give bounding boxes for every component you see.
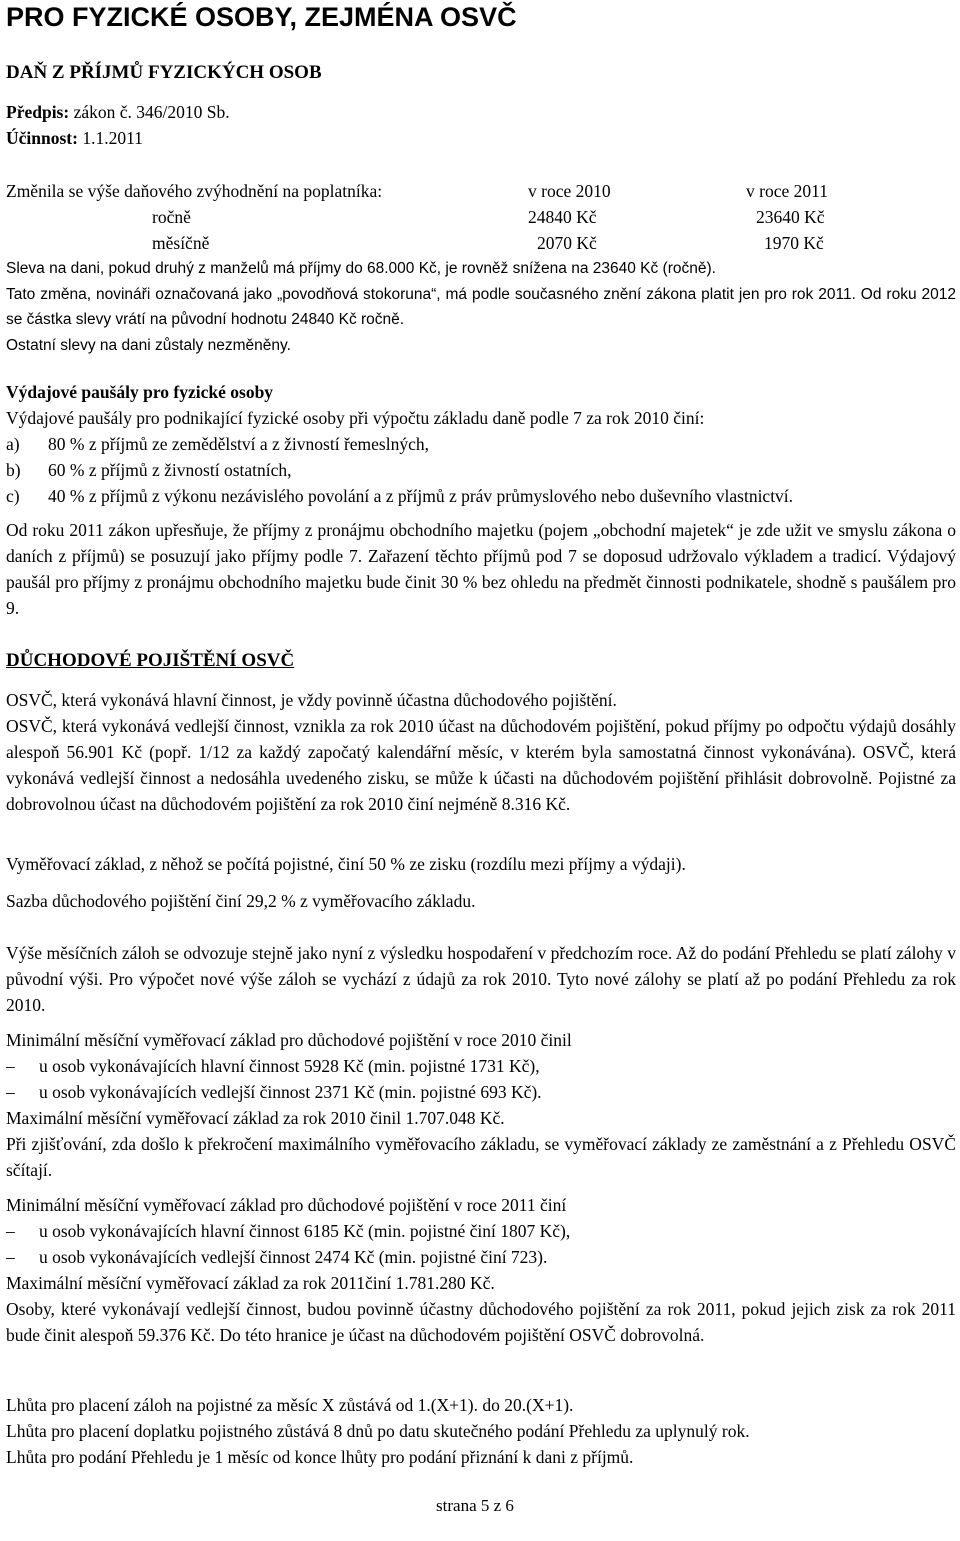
min2011-intro: Minimální měsíční vyměřovací základ pro důchodové pojištění v roce 2011 činí bbox=[6, 1195, 567, 1215]
duchod-p2: OSVČ, která vykonává vedlejší činnost, vznikla za rok 2010 účast na důchodovém pojištění, pokud příjmy po odpočtu výdajů dosáhly alespoň 56.901 Kč (popř. 1/12 za každý započatý kalendářní měsíc, v kterém byla samostatná činnost vykonávána). OSVČ, která vykonává vedlejší činnost a nedosáhla uvedeného zisku, se může k účasti na důchodovém pojištění přihlásit dobrovolně. Pojistné za dobrovolnou účast na důchodovém pojištění za rok 2010 činí nejméně 8.316 Kč. bbox=[6, 716, 956, 814]
ucinnost-value: 1.1.2011 bbox=[77, 128, 143, 148]
pausaly-item-b-marker: b) bbox=[6, 460, 21, 480]
lhuta-prehled-line: Lhůta pro podání Přehledu je 1 měsíc od konce lhůty pro podání přiznání k dani z příjmů. bbox=[6, 1447, 634, 1467]
duchod-section-heading: DŮCHODOVÉ POJIŠTĚNÍ OSVČ bbox=[6, 650, 295, 671]
ucinnost-line bbox=[6, 125, 143, 151]
max2011-line: Maximální měsíční vyměřovací základ za rok 2011činí 1.781.280 Kč. bbox=[6, 1273, 495, 1293]
min2010-item-vedlejsi: u osob vykonávajících vedlejší činnost 2371 Kč (min. pojistné 693 Kč). bbox=[39, 1082, 542, 1102]
row-rocne-2011: 23640 Kč bbox=[756, 207, 825, 227]
pausaly-heading: Výdajové paušály pro fyzické osoby bbox=[6, 382, 274, 402]
lhuta-zalohy-line: Lhůta pro placení záloh na pojistné za měsíc X zůstává od 1.(X+1). do 20.(X+1). bbox=[6, 1395, 574, 1415]
ucinnost-label: Účinnost: bbox=[6, 128, 78, 148]
row-mesicne-2010: 2070 Kč bbox=[537, 233, 597, 253]
col-header-2010: v roce 2010 bbox=[528, 181, 611, 201]
pausaly-item-b-text: 60 % z příjmů z živností ostatních, bbox=[48, 460, 292, 480]
row-mesicne-2011: 1970 Kč bbox=[764, 233, 824, 253]
pronajem-paragraph: Od roku 2011 zákon upřesňuje, že příjmy z pronájmu obchodního majetku (pojem „obchodní majetek“ je zde užit ve smyslu zákona o daních z příjmů) se posuzují jako příjmy podle 7. Zařazení těchto příjmů pod 7 se doposud udržovalo výkladem a tradicí. Výdajový paušál pro příjmy z pronájmu obchodního majetku bude činit 30 % bez ohledu na předmět činnosti podnikatele, shodně s paušálem pro 9. bbox=[6, 520, 956, 618]
pausaly-item-c-text: 40 % z příjmů z výkonu nezávislého povolání a z příjmů z práv průmyslového nebo duševního vlastnictví. bbox=[48, 486, 794, 506]
pri-zjistovani-paragraph: Při zjišťování, zda došlo k překročení maximálního vyměřovacího základu, se vyměřovací základy ze zaměstnání a z Přehledu OSVČ sčítají. bbox=[6, 1134, 956, 1180]
ostatni-slevy-line: Ostatní slevy na dani zůstaly nezměněny. bbox=[6, 337, 291, 354]
page-title: PRO FYZICKÉ OSOBY, ZEJMÉNA OSVČ bbox=[6, 2, 517, 32]
min2011-dash-1: – bbox=[6, 1221, 15, 1241]
pausaly-intro: Výdajové paušály pro podnikající fyzické osoby při výpočtu základu daně podle 7 za rok 2010 činí: bbox=[6, 408, 705, 428]
min2011-item-hlavni: u osob vykonávajících hlavní činnost 6185 Kč (min. pojistné činí 1807 Kč), bbox=[39, 1221, 571, 1241]
page-number-footer: strana 5 z 6 bbox=[436, 1496, 514, 1515]
min2011-dash-2: – bbox=[6, 1247, 15, 1267]
change-intro: Změnila se výše daňového zvýhodnění na poplatníka: bbox=[6, 181, 383, 201]
osoby-paragraph: Osoby, které vykonávají vedlejší činnost, budou povinně účastny důchodového pojištění za rok 2011, pokud jejich zisk za rok 2011 bude činit alespoň 59.376 Kč. Do této hranice je účast na důchodovém pojištění OSVČ dobrovolná. bbox=[6, 1299, 956, 1345]
row-mesicne-label: měsíčně bbox=[152, 233, 210, 253]
min2011-item-vedlejsi: u osob vykonávajících vedlejší činnost 2474 Kč (min. pojistné činí 723). bbox=[39, 1247, 548, 1267]
min2010-dash-2: – bbox=[6, 1082, 15, 1102]
tato-zmena-paragraph: Tato změna, novináři označovaná jako „povodňová stokoruna“, má podle současného znění zákona platit jen pro rok 2011. Od roku 2012 se částka slevy vrátí na původní hodnotu 24840 Kč ročně. bbox=[6, 286, 956, 328]
tax-section-heading: DAŇ Z PŘÍJMŮ FYZICKÝCH OSOB bbox=[6, 62, 322, 83]
duchod-p1: OSVČ, která vykonává hlavní činnost, je vždy povinně účastna důchodového pojištění. bbox=[6, 690, 617, 710]
row-rocne-2010: 24840 Kč bbox=[528, 207, 597, 227]
sleva-line: Sleva na dani, pokud druhý z manželů má příjmy do 68.000 Kč, je rovněž snížena na 23640 Kč (ročně). bbox=[6, 260, 716, 277]
row-rocne-label: ročně bbox=[152, 207, 191, 227]
predpis-value: zákon č. 346/2010 Sb. bbox=[69, 102, 230, 122]
pausaly-item-a-marker: a) bbox=[6, 434, 20, 454]
min2010-item-hlavni: u osob vykonávajících hlavní činnost 5928 Kč (min. pojistné 1731 Kč), bbox=[39, 1056, 540, 1076]
predpis-label: Předpis: bbox=[6, 102, 70, 122]
duchod-p5: Výše měsíčních záloh se odvozuje stejně jako nyní z výsledku hospodaření v předchozím roce. Až do podání Přehledu se platí zálohy v původní výši. Pro výpočet nové výše záloh se vychází z údajů za rok 2010. Tyto nové zálohy se platí až po podání Přehledu za rok 2010. bbox=[6, 943, 956, 1015]
col-header-2011: v roce 2011 bbox=[746, 181, 828, 201]
pausaly-item-c-marker: c) bbox=[6, 486, 20, 506]
duchod-p3: Vyměřovací základ, z něhož se počítá pojistné, činí 50 % ze zisku (rozdílu mezi příjmy a výdaji). bbox=[6, 854, 686, 874]
duchod-p4: Sazba důchodového pojištění činí 29,2 % z vyměřovacího základu. bbox=[6, 891, 476, 911]
predpis-line bbox=[6, 99, 230, 125]
min2010-dash-1: – bbox=[6, 1056, 15, 1076]
lhuta-doplatek-line: Lhůta pro placení doplatku pojistného zůstává 8 dnů po datu skutečného podání Přehledu za uplynulý rok. bbox=[6, 1421, 750, 1441]
max2010-line: Maximální měsíční vyměřovací základ za rok 2010 činil 1.707.048 Kč. bbox=[6, 1108, 505, 1128]
min2010-intro: Minimální měsíční vyměřovací základ pro důchodové pojištění v roce 2010 činil bbox=[6, 1030, 572, 1050]
pausaly-item-a-text: 80 % z příjmů ze zemědělství a z živností řemeslných, bbox=[48, 434, 429, 454]
